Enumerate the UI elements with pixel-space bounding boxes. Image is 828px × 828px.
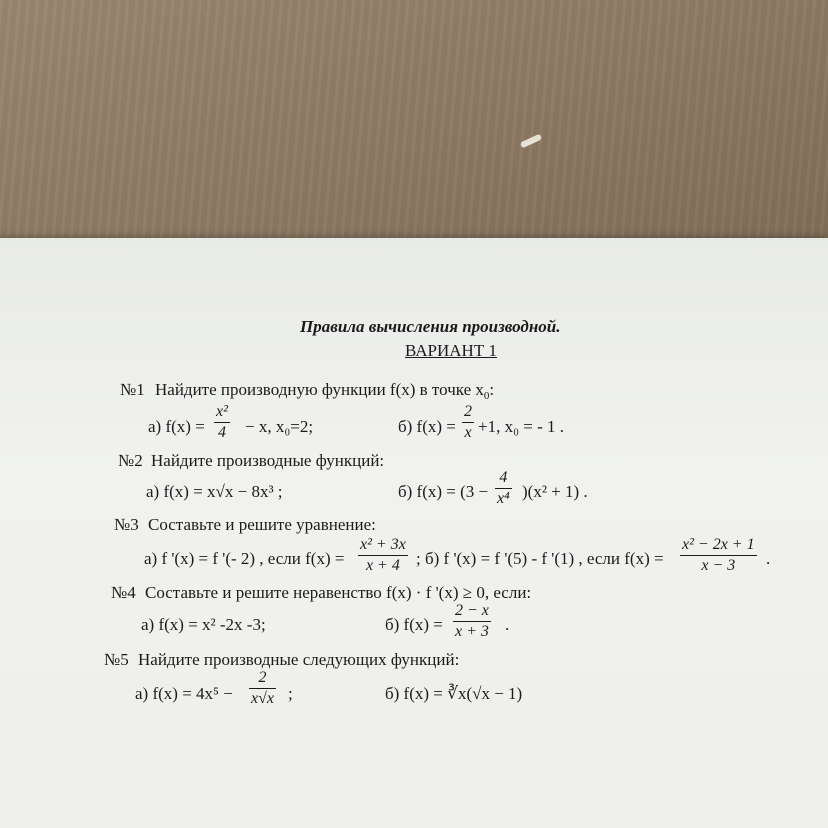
task-4a: а) f(x) = x² -2x -3; (141, 615, 266, 634)
task-5-text: Найдите производные следующих функций: (138, 650, 460, 669)
task-3b-fraction: x² − 2x + 1 x − 3 (682, 536, 755, 574)
worksheet-title: Правила вычисления производной. (300, 317, 561, 336)
task-5b: б) f(x) = ∛x(√x − 1) (385, 684, 523, 703)
task-4b-fraction: 2 − x x + 3 (455, 602, 489, 640)
task-2b-prefix: б) f(x) = (3 − (398, 482, 489, 501)
task-1b-prefix: б) f(x) = (398, 417, 456, 436)
task-1a-fraction: x² 4 (216, 403, 228, 441)
task-1a-prefix: а) f(x) = (148, 417, 205, 436)
variant-label: ВАРИАНТ 1 (405, 341, 497, 360)
task-3a-prefix: а) f '(x) = f '(- 2) , если f(x) = (144, 549, 345, 568)
task-4-text: Составьте и решите неравенство f(x) · f '(x) ≥ 0, если: (145, 583, 532, 602)
task-2a: а) f(x) = x√x − 8x³ ; (146, 482, 283, 501)
task-1-number: №1 (120, 380, 145, 399)
task-3a-fraction: x² + 3x x + 4 (360, 536, 406, 574)
task-2b-rest: )(x² + 1) . (522, 482, 588, 501)
task-5a-fraction: 2 x√x (251, 669, 274, 707)
task-3b-end: . (766, 549, 771, 568)
task-1-text: Найдите производную функции f(x) в точке $x_0$: (155, 380, 495, 402)
task-3-text: Составьте и решите уравнение: (148, 515, 376, 534)
task-5-number: №5 (104, 650, 129, 669)
task-4b-end: . (505, 615, 510, 634)
task-1b-rest: +1, x₀ = - 1 . (478, 417, 565, 436)
task-1b-fraction: 2 x (464, 403, 472, 441)
task-4-number: №4 (111, 583, 136, 602)
task-3-number: №3 (114, 515, 139, 534)
task-2-text: Найдите производные функций: (151, 451, 385, 470)
desk-surface (0, 0, 828, 240)
task-4b-prefix: б) f(x) = (385, 615, 443, 634)
task-2-number: №2 (118, 451, 143, 470)
task-5a-end: ; (288, 684, 293, 703)
task-2b-fraction: 4 x⁴ (497, 469, 510, 507)
task-1a-rest: − x, x₀=2; (245, 417, 314, 436)
task-5a-prefix: а) f(x) = 4x⁵ − (135, 684, 233, 703)
task-3b-prefix: ; б) f '(x) = f '(5) - f '(1) , если f(x) = (416, 549, 664, 568)
